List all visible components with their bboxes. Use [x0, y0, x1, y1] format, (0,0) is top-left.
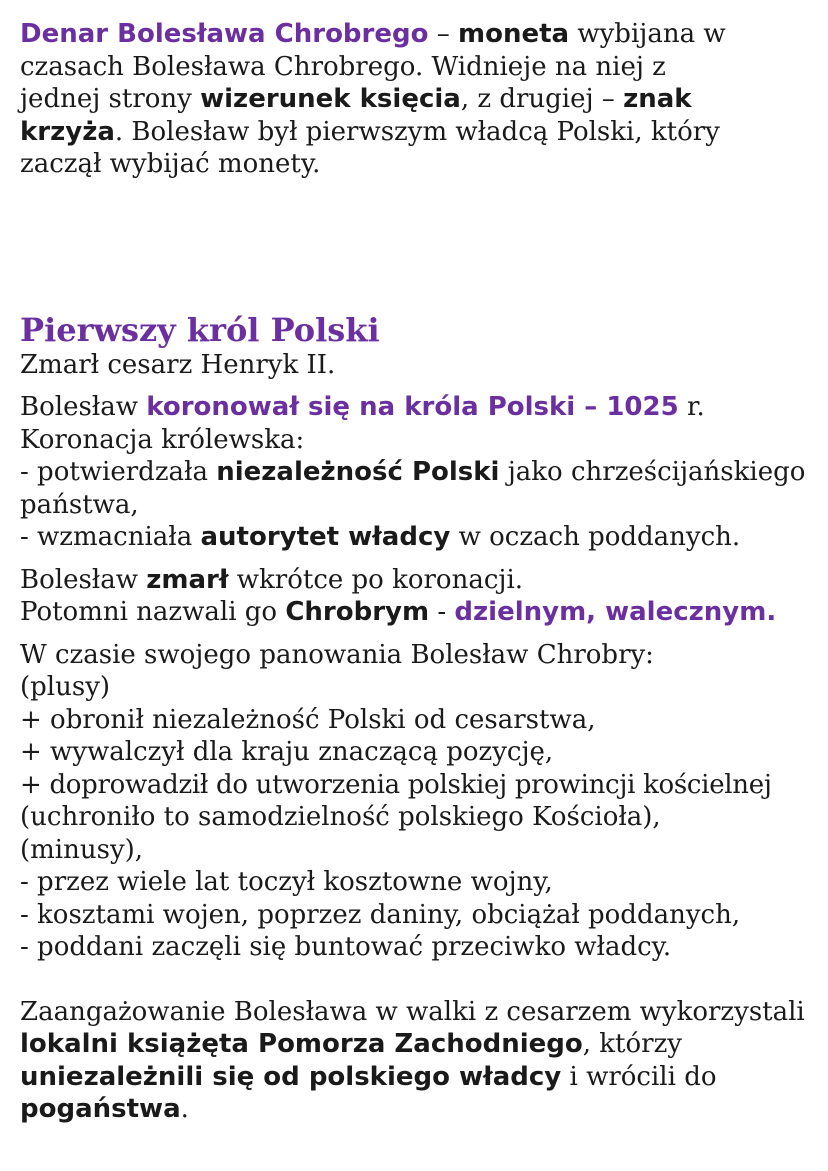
reign-list	[20, 639, 820, 964]
list-item: + obronił niezależność Polski od cesarstwa,	[20, 704, 596, 735]
pomorze-paragraph: Zaangażowanie Bolesława w walki z cesarzem wykorzystali lokalni książęta Pomorza Zachodniego, którzy uniezależnili się od polskiego władcy i wrócili do pogaństwa.	[20, 996, 805, 1124]
list-item: (plusy)	[20, 672, 111, 702]
coronation-paragraph: Bolesław koronował się na króla Polski – 1025 r. Koronacja królewska: - potwierdzała niezależność Polski jako chrześcijańskiego państwa, - wzmacniała autorytet władcy w oczach poddanych.	[20, 392, 806, 552]
list-item: + wywalczył dla kraju znaczącą pozycję,	[20, 737, 554, 767]
death-paragraph: Bolesław zmarł wkrótce po koronacji. Potomni nazwali go Chrobrym - dzielnym, walecznym.	[20, 564, 777, 627]
list-item: + doprowadził do utworzenia polskiej prowincji kościelnej	[20, 769, 772, 800]
denar-term: Denar Bolesława Chrobrego	[20, 19, 429, 49]
document-page	[20, 18, 820, 1126]
list-item: W czasie swojego panowania Bolesław Chrobry:	[20, 639, 654, 670]
list-item: (uchroniło to samodzielność polskiego Kościoła),	[20, 802, 661, 832]
denar-paragraph: Denar Bolesława Chrobrego – moneta wybijana w czasach Bolesława Chrobrego. Widnieje na niej z jednej strony wizerunek księcia, z drugiej – znak krzyża. Bolesław był pierwszym władcą Polski, który zaczął wybijać monety.	[20, 19, 726, 179]
section-heading: Pierwszy król Polski	[20, 310, 380, 349]
list-item: (minusy),	[20, 834, 144, 865]
list-item: - kosztami wojen, poprzez daniny, obciążał poddanych,	[20, 899, 741, 930]
znak-bold: znak krzyża	[20, 84, 692, 147]
moneta-bold: moneta	[458, 19, 570, 49]
list-item: - poddani zaczęli się buntować przeciwko władcy.	[20, 932, 672, 962]
wizerunek-bold: wizerunek księcia	[200, 84, 461, 114]
list-item: - przez wiele lat toczył kosztowne wojny,	[20, 867, 553, 897]
henryk-line: Zmarł cesarz Henryk II.	[20, 349, 336, 380]
